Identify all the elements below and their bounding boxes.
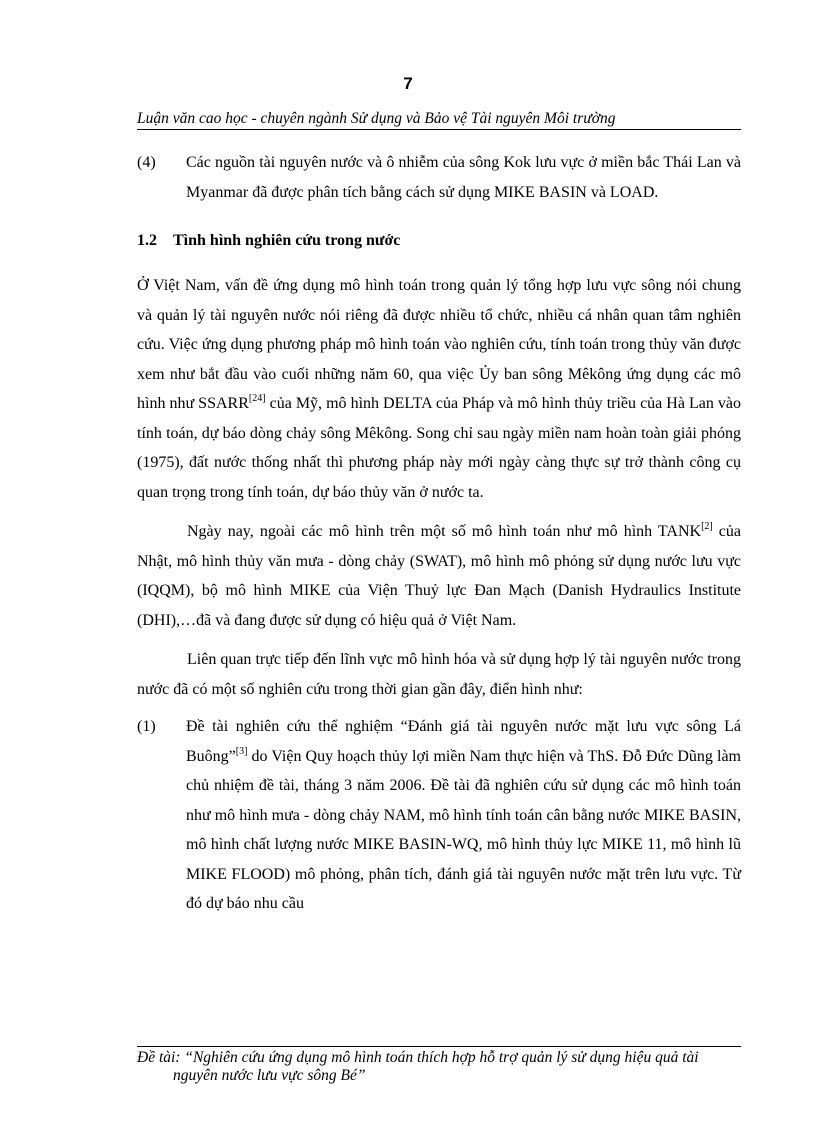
paragraph-text: Ngày nay, ngoài các mô hình trên một số mô hình toán như mô hình TANK — [187, 523, 702, 540]
page-body — [137, 148, 741, 919]
running-header: Luận văn cao học - chuyên ngành Sử dụng và Bảo vệ Tài nguyên Môi trường — [137, 110, 741, 130]
footer-rule — [137, 1046, 741, 1047]
page-number: 7 — [403, 74, 413, 93]
paragraph-text: của Nhật, mô hình thủy văn mưa - dòng chảy (SWAT), mô hình mô phỏng sử dụng nước lưu vực (IQQM), bộ mô hình MIKE của Viện Thuỷ lực Đan Mạch (Danish Hydraulics Institute (DHI),…đã và đang được sử dụng có hiệu quả ở Việt Nam. — [137, 523, 742, 629]
list-item-number: (4) — [137, 154, 156, 171]
running-footer — [137, 1049, 741, 1085]
citation-ref: [2] — [701, 521, 713, 532]
paragraph-text: của Mỹ, mô hình DELTA của Pháp và mô hình thủy triều của Hà Lan vào tính toán, dự báo dòng chảy sông Mêkông. Song chỉ sau ngày miền nam hoàn toàn giải phóng (1975), đất nước thống nhất thì phương pháp này mới ngày càng thực sự trở thành công cụ quan trọng trong tính toán, dự báo thủy văn ở nước ta. — [137, 395, 742, 501]
paragraph-3: Liên quan trực tiếp đến lĩnh vực mô hình hóa và sử dụng hợp lý tài nguyên nước trong nước đã có một số nghiên cứu trong thời gian gần đây, điển hình như: — [137, 651, 741, 698]
citation-ref: [24] — [248, 393, 266, 404]
list-item-number: (1) — [137, 718, 156, 735]
section-heading — [137, 227, 741, 255]
section-number: 1.2 — [137, 232, 157, 249]
list-item-text: Các nguồn tài nguyên nước và ô nhiễm của sông Kok lưu vực ở miền bắc Thái Lan và Myanmar đã được phân tích bằng cách sử dụng MIKE BASIN và LOAD. — [186, 154, 741, 201]
paragraph-text: Ở Việt Nam, vấn đề ứng dụng mô hình toán trong quản lý tổng hợp lưu vực sông nói chung và quản lý tài nguyên nước nói riêng đã được nhiều tổ chức, nhiều cá nhân quan tâm nghiên cứu. Việc ứng dụng phương pháp mô hình toán vào nghiên cứu, tính toán trong thủy văn được xem như bắt đầu vào cuối những năm 60, qua việc Ủy ban sông Mêkông ứng dụng các mô hình như SSARR — [137, 277, 741, 412]
footer-line-2: nguyên nước lưu vực sông Bé” — [173, 1067, 366, 1084]
paragraph-2 — [137, 517, 741, 635]
paragraph-text: Đề tài nghiên cứu thể nghiệm “Đánh giá tài nguyên nước mặt lưu vực sông Lá Buông” — [186, 718, 741, 765]
section-title: Tình hình nghiên cứu trong nước — [173, 232, 401, 249]
list-item-1 — [137, 712, 741, 919]
citation-ref: [3] — [235, 745, 248, 757]
list-item-text — [186, 712, 741, 919]
paragraph-text: do Viện Quy hoạch thủy lợi miền Nam thực hiện và ThS. Đỗ Đức Dũng làm chủ nhiệm đề tài, tháng 3 năm 2006. Đề tài đã nghiên cứu sử dụng các mô hình toán như mô hình mưa - dòng chảy NAM, mô hình tính toán cân bằng nước MIKE BASIN, mô hình chất lượng nước MIKE BASIN-WQ, mô hình thủy lực MIKE 11, mô hình lũ MIKE FLOOD) mô phỏng, phân tích, đánh giá tài nguyên nước mặt trên lưu vực. Từ đó dự báo nhu cầu — [186, 747, 741, 912]
list-item-4 — [137, 148, 741, 207]
footer-line-1: Đề tài: “Nghiên cứu ứng dụng mô hình toán thích hợp hỗ trợ quản lý sử dụng hiệu quả tài — [137, 1049, 699, 1066]
paragraph-1 — [137, 271, 741, 507]
